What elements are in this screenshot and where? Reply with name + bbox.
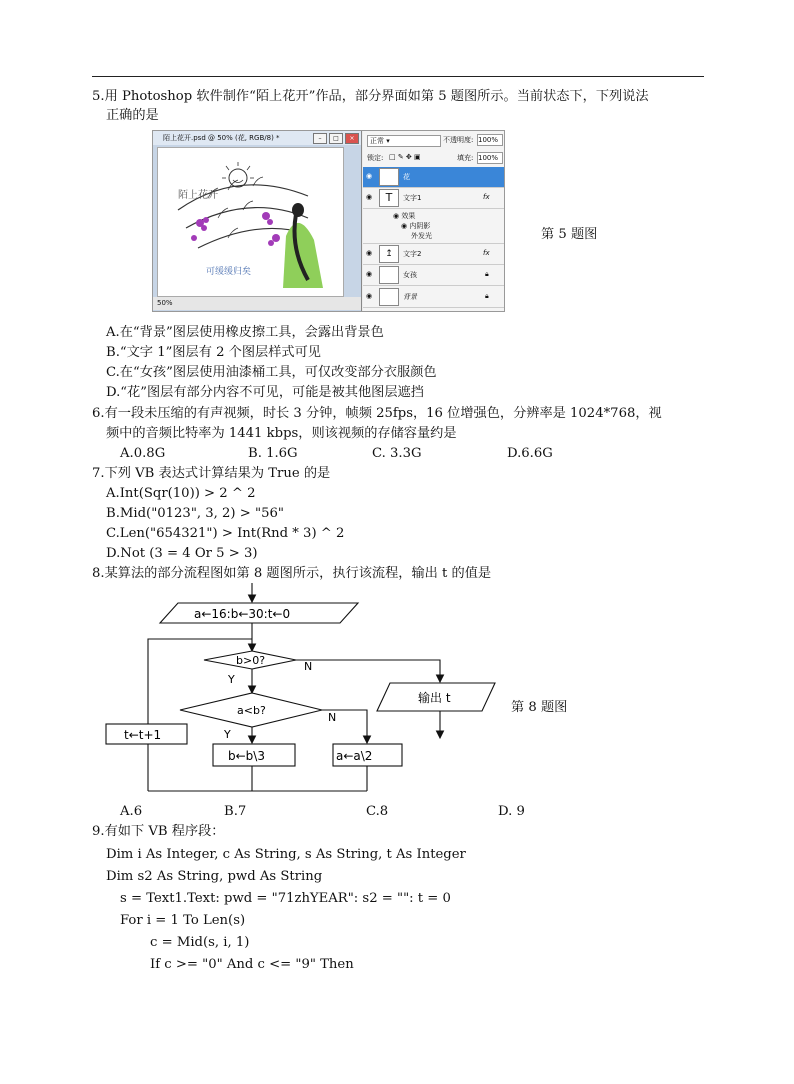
q8-option-c: C.8 bbox=[366, 804, 389, 819]
q8-stem: 8.某算法的部分流程图如第 8 题图所示，执行该流程，输出 t 的值是 bbox=[92, 566, 492, 581]
q5-option-a: A.在“背景”图层使用橡皮擦工具，会露出背景色 bbox=[106, 325, 384, 340]
flow-cond1-no: N bbox=[304, 660, 313, 673]
q5-option-d: D.“花”图层有部分内容不可见，可能是被其他图层遮挡 bbox=[106, 385, 424, 400]
flow-op-a: a←a\2 bbox=[336, 749, 373, 763]
document-status-bar bbox=[153, 297, 361, 310]
lock-icons[interactable]: □ ✎ ✥ ▣ bbox=[389, 153, 421, 161]
effect-inner-shadow[interactable]: ◉ 内阴影 bbox=[401, 222, 431, 230]
layer-thumbnail bbox=[379, 168, 399, 186]
artwork-illustration bbox=[158, 148, 343, 296]
art-text-title: 陌上花开 bbox=[178, 190, 218, 201]
eye-icon[interactable]: ◉ bbox=[366, 193, 373, 201]
zoom-level: 50% bbox=[157, 299, 173, 307]
q6-option-d: D.6.6G bbox=[507, 446, 553, 461]
text-layer-icon: ↥ bbox=[379, 245, 399, 263]
lock-label: 锁定: bbox=[367, 154, 384, 162]
layer-thumbnail bbox=[379, 288, 399, 306]
q5-option-b: B.“文字 1”图层有 2 个图层样式可见 bbox=[106, 345, 321, 360]
code-line-2: Dim s2 As String, pwd As String bbox=[106, 869, 323, 884]
flow-cond2: a<b? bbox=[237, 704, 266, 717]
layer-name: 文字2 bbox=[403, 250, 422, 258]
flow-increment: t←t+1 bbox=[124, 728, 162, 742]
q5-option-c: C.在“女孩”图层使用油漆桶工具，可仅改变部分衣服颜色 bbox=[106, 365, 437, 380]
eye-icon[interactable]: ◉ bbox=[366, 249, 373, 257]
q7-stem: 7.下列 VB 表达式计算结果为 True 的是 bbox=[92, 466, 331, 481]
lock-icon: 🔒︎ bbox=[485, 292, 489, 300]
layer-name: 文字1 bbox=[403, 194, 422, 202]
layer-name: 花 bbox=[403, 173, 410, 181]
eye-icon[interactable]: ◉ bbox=[366, 292, 373, 300]
layer-name: 背景 bbox=[403, 293, 417, 301]
q7-option-d: D.Not (3 = 4 Or 5 > 3) bbox=[106, 546, 258, 561]
flow-cond2-no: N bbox=[328, 711, 337, 724]
fx-icon[interactable]: fx bbox=[483, 193, 490, 201]
photoshop-figure bbox=[152, 130, 505, 312]
code-line-1: Dim i As Integer, c As String, s As String, t As Integer bbox=[106, 847, 466, 862]
q5-stem-line2: 正确的是 bbox=[106, 108, 159, 123]
q8-option-a: A.6 bbox=[120, 804, 143, 819]
fill-input[interactable]: 100% bbox=[477, 152, 503, 164]
q6-option-a: A.0.8G bbox=[120, 446, 166, 461]
q6-option-b: B. 1.6G bbox=[248, 446, 298, 461]
eye-icon[interactable]: ◉ bbox=[366, 172, 373, 180]
code-line-3: s = Text1.Text: pwd = "71zhYEAR": s2 = "": t = 0 bbox=[120, 891, 451, 906]
close-icon[interactable]: × bbox=[345, 133, 359, 144]
fx-icon[interactable]: fx bbox=[483, 249, 490, 257]
layer-flower[interactable] bbox=[363, 167, 504, 188]
opacity-input[interactable]: 100% bbox=[477, 134, 503, 146]
q6-stem-line2: 频中的音频比特率为 1441 kbps，则该视频的存储容量约是 bbox=[106, 426, 457, 441]
q5-figure-caption: 第 5 题图 bbox=[541, 227, 598, 242]
maximize-icon[interactable]: □ bbox=[329, 133, 343, 144]
layer-background[interactable] bbox=[363, 287, 504, 308]
q8-option-d: D. 9 bbox=[498, 804, 525, 819]
q9-stem: 9.有如下 VB 程序段： bbox=[92, 824, 225, 839]
layer-text2[interactable] bbox=[363, 243, 504, 265]
layer-name: 女孩 bbox=[403, 271, 417, 279]
minimize-icon[interactable]: – bbox=[313, 133, 327, 144]
q7-option-b: B.Mid("0123", 3, 2) > "56" bbox=[106, 506, 284, 521]
code-line-4: For i = 1 To Len(s) bbox=[120, 913, 246, 928]
q5-stem-line1: 5.用 Photoshop 软件制作“陌上花开”作品，部分界面如第 5 题图所示。当前状态下，下列说法 bbox=[92, 89, 649, 104]
flow-output: 输出 t bbox=[418, 691, 451, 705]
text-layer-icon: T bbox=[379, 189, 399, 207]
artwork-canvas bbox=[157, 147, 344, 297]
q6-option-c: C. 3.3G bbox=[372, 446, 422, 461]
opacity-label: 不透明度: bbox=[443, 136, 474, 144]
effect-outer-glow[interactable]: 外发光 bbox=[411, 232, 432, 240]
document-title: 陌上花开.psd @ 50% (花, RGB/8) * bbox=[163, 134, 280, 142]
flow-cond1-yes: Y bbox=[228, 673, 235, 686]
layer-text1[interactable] bbox=[363, 188, 504, 209]
flow-cond1: b>0? bbox=[236, 654, 266, 667]
flowchart bbox=[100, 583, 510, 798]
layers-panel bbox=[363, 131, 504, 311]
flow-cond2-yes: Y bbox=[224, 728, 231, 741]
code-line-5: c = Mid(s, i, 1) bbox=[150, 935, 250, 950]
fill-label: 填充: bbox=[457, 154, 474, 162]
layer-thumbnail bbox=[379, 266, 399, 284]
q6-stem-line1: 6.有一段未压缩的有声视频，时长 3 分钟，帧频 25fps，16 位增强色，分辨率是 1024*768，视 bbox=[92, 406, 662, 421]
blend-mode-select[interactable]: 正常 ▾ bbox=[367, 135, 441, 147]
flow-init: a←16:b←30:t←0 bbox=[194, 607, 291, 621]
document-window bbox=[153, 131, 362, 311]
q8-figure-caption: 第 8 题图 bbox=[511, 700, 568, 715]
lock-icon: 🔒︎ bbox=[485, 270, 489, 278]
q8-option-b: B.7 bbox=[224, 804, 247, 819]
effects-label: ◉ 效果 bbox=[393, 212, 416, 220]
q7-option-c: C.Len("654321") > Int(Rnd * 3) ^ 2 bbox=[106, 526, 345, 541]
art-text-sub: 可缓缓归矣 bbox=[206, 267, 252, 277]
code-line-6: If c >= "0" And c <= "9" Then bbox=[150, 957, 354, 972]
flow-op-b: b←b\3 bbox=[228, 749, 265, 763]
q7-option-a: A.Int(Sqr(10)) > 2 ^ 2 bbox=[106, 486, 256, 501]
layer-girl[interactable] bbox=[363, 265, 504, 286]
eye-icon[interactable]: ◉ bbox=[366, 270, 373, 278]
top-rule bbox=[92, 76, 704, 77]
